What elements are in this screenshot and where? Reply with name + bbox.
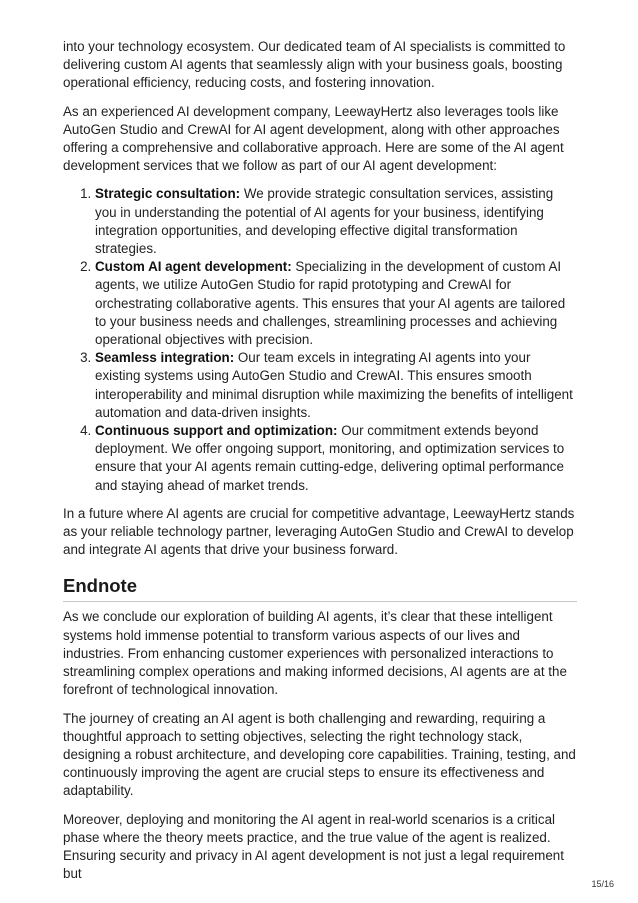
list-item xyxy=(95,258,577,349)
intro-paragraph: As an experienced AI development company, LeewayHertz also leverages tools like AutoGen Studio and CrewAI for AI agent development, along with other approaches offering a comprehensive and collaborative approach. Here are some of the AI agent development services that we follow as part of our AI agent development: xyxy=(63,103,564,174)
list-item-text: Our team excels in integrating AI agents into your existing systems using AutoGen Studio and CrewAI. This ensures smooth interoperability and minimal disruption while maximizing the benefits of intelligent automation and data-driven insights. xyxy=(95,350,573,420)
list-item-title: Continuous support and optimization: xyxy=(95,423,338,439)
list-item xyxy=(95,349,577,422)
endnote-paragraph: The journey of creating an AI agent is both challenging and rewarding, requiring a thoughtful approach to setting objectives, selecting the right technology stack, designing a robust architecture, and developing core capabilities. Training, testing, and continuously improving the agent are crucial steps to ensure its effectiveness and adaptability. xyxy=(63,710,576,799)
list-item-text: Our commitment extends beyond deployment. We offer ongoing support, monitoring, and optimization services to ensure that your AI agents remain cutting-edge, delivering optimal performance and staying ahead of market trends. xyxy=(95,423,565,493)
list-item-title: Custom AI agent development: xyxy=(95,259,292,275)
endnote-paragraph: As we conclude our exploration of building AI agents, it’s clear that these intelligent systems hold immense potential to transform various aspects of our lives and industries. From enhancing customer experiences with personalized interactions to streamlining complex operations and making informed decisions, AI agents are at the forefront of technological innovation. xyxy=(63,609,567,698)
list-item-title: Strategic consultation: xyxy=(95,186,241,202)
list-item xyxy=(95,422,577,495)
list-item-text: We provide strategic consultation services, assisting you in understanding the potential of AI agents for your business, identifying integration opportunities, and developing effective digital transformation strategies. xyxy=(95,186,554,257)
list-item-title: Seamless integration: xyxy=(95,350,235,366)
endnote-paragraph: Moreover, deploying and monitoring the AI agent in real-world scenarios is a critical phase where the theory meets practice, and the true value of the agent is realized. Ensuring security and privacy in AI agent development is not just a legal requirement but xyxy=(63,811,564,882)
closing-paragraph: In a future where AI agents are crucial for competitive advantage, LeewayHertz stands as your reliable technology partner, leveraging AutoGen Studio and CrewAI to develop and integrate AI agents that drive your business forward. xyxy=(63,505,575,558)
list-item-text: Specializing in the development of custom AI agents, we utilize AutoGen Studio for rapid prototyping and CrewAI for orchestrating collaborative agents. This ensures that your AI agents are tailored to your business needs and challenges, streamlining processes and achieving operational objectives with precision. xyxy=(95,259,566,348)
intro-paragraph: into your technology ecosystem. Our dedicated team of AI specialists is committed to delivering custom AI agents that seamlessly align with your business goals, boosting operational efficiency, reducing costs, and fostering innovation. xyxy=(63,39,566,91)
page-number: 15/16 xyxy=(591,879,614,889)
section-heading: Endnote xyxy=(63,575,577,602)
list-item xyxy=(95,185,577,258)
services-list xyxy=(63,185,577,494)
document-body xyxy=(63,38,577,893)
